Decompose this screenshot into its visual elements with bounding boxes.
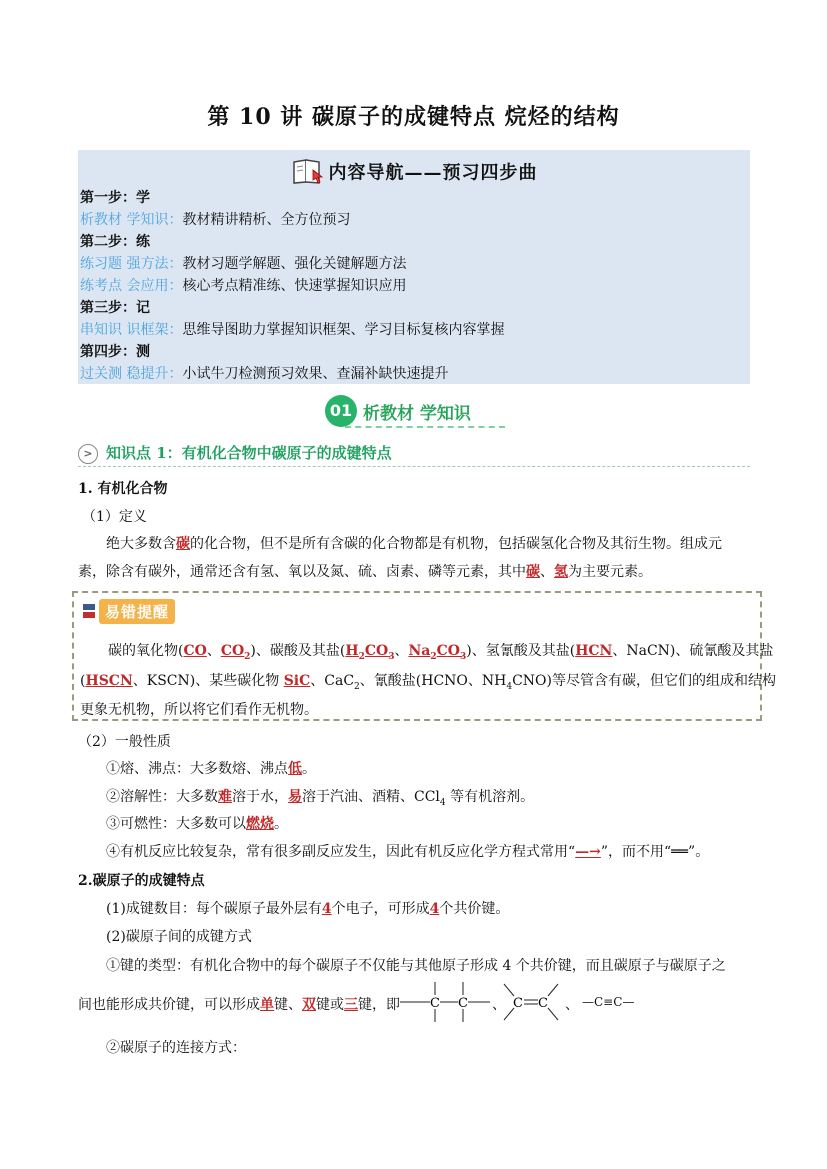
double-bond-structure bbox=[500, 978, 562, 1030]
connection-modes-label: ②碳原子的连接方式： bbox=[106, 1040, 246, 1056]
bond-types-line-2: 间也能形成共价键，可以形成单键、双键或三键，即 bbox=[78, 997, 400, 1013]
definition-line-2: 素，除含有碳外，通常还含有氢、氧以及氮、硫、卤素、磷等元素，其中碳、氢为主要元素。 bbox=[78, 564, 652, 580]
section-underline bbox=[345, 426, 505, 428]
nav-step-3: 第三步：记 bbox=[80, 300, 150, 316]
page-title: 第 10 讲 碳原子的成键特点 烷烃的结构 bbox=[207, 104, 620, 130]
section-title: 析教材 学知识 bbox=[363, 403, 471, 424]
tip-line-3: 更象无机物，所以将它们看作无机物。 bbox=[80, 702, 318, 718]
svg-text:C: C bbox=[458, 996, 468, 1011]
prop-solubility: ②溶解性：大多数难溶于水，易溶于汽油、酒精、CCl$_4$ 等有机溶剂。 bbox=[106, 789, 535, 808]
sep-1: 、 bbox=[492, 997, 506, 1013]
heading-organic-compounds: 1. 有机化合物 bbox=[78, 481, 168, 497]
tip-line-1: 碳的氧化物(CO、$CO_2$)、碳酸及其盐($H_2CO_3$、$Na_2CO_3$)、氢氰酸及其盐(HCN、NaCN)、硫氰酸及其盐 bbox=[108, 643, 774, 662]
sep-2: 、 bbox=[565, 997, 579, 1013]
prop-melting: ①熔、沸点：大多数熔、沸点低。 bbox=[106, 761, 316, 777]
nav-step-1: 第一步：学 bbox=[80, 190, 150, 206]
kp-divider bbox=[78, 466, 750, 467]
nav-step-2: 第二步：练 bbox=[80, 234, 150, 250]
nav-item-3: 练考点 会应用：核心考点精准练、快速掌握知识应用 bbox=[80, 278, 407, 294]
tip-line-2: (HSCN、KSCN)、某些碳化物 SiC、CaC$_2$、氰酸盐(HCNO、$NH_4CNO$)等尽管含有碳，但它们的组成和结构 bbox=[80, 673, 776, 692]
nav-item-4: 串知识 识框架：思维导图助力掌握知识框架、学习目标复核内容掌握 bbox=[80, 322, 505, 338]
section-number: 01 bbox=[325, 395, 357, 427]
general-props-label: （2）一般性质 bbox=[78, 734, 171, 750]
svg-text:C: C bbox=[513, 996, 523, 1011]
tip-badge: 易错提醒 bbox=[82, 599, 175, 624]
tip-box bbox=[72, 591, 776, 721]
definition-line-1: 绝大多数含碳的化合物，但不是所有含碳的化合物都是有机物，包括碳氢化合物及其衍生物。组成元 bbox=[106, 536, 722, 552]
nav-header bbox=[78, 156, 750, 191]
bond-modes-label: (2)碳原子间的成键方式 bbox=[106, 929, 252, 945]
nav-step-4: 第四步：测 bbox=[80, 344, 150, 360]
knowledge-point-heading: > 知识点 1：有机化合物中碳原子的成键特点 bbox=[78, 442, 392, 464]
bond-types-line-1: ①键的类型：有机化合物中的每个碳原子不仅能与其他原子形成 4 个共价键，而且碳原子与碳原子之 bbox=[106, 958, 726, 974]
definition-label: （1）定义 bbox=[82, 509, 147, 525]
book-icon bbox=[291, 156, 325, 191]
section-banner bbox=[325, 395, 471, 427]
heading-bonding: 2.碳原子的成键特点 bbox=[78, 873, 205, 889]
bond-count: (1)成键数目：每个碳原子最外层有4个电子，可形成4个共价键。 bbox=[106, 901, 510, 917]
triple-bond-structure: —C≡C— bbox=[582, 995, 635, 1009]
prop-flammability: ③可燃性：大多数可以燃烧。 bbox=[106, 816, 288, 832]
chevron-right-icon: > bbox=[78, 444, 98, 464]
nav-item-2: 练习题 强方法：教材习题学解题、强化关键解题方法 bbox=[80, 256, 407, 272]
prop-reactions: ④有机反应比较复杂，常有很多副反应发生，因此有机反应化学方程式常用“—→”，而不用“══”。 bbox=[106, 844, 710, 860]
svg-text:C: C bbox=[538, 996, 548, 1011]
nav-item-5: 过关测 稳提升：小试牛刀检测预习效果、查漏补缺快速提升 bbox=[80, 366, 449, 382]
nav-item-1: 析教材 学知识：教材精讲精析、全方位预习 bbox=[80, 212, 351, 228]
single-bond-structure bbox=[400, 978, 492, 1030]
warning-icon bbox=[82, 603, 96, 623]
content-navigation-box bbox=[78, 150, 750, 384]
nav-header-text: 内容导航——预习四步曲 bbox=[328, 162, 538, 184]
svg-text:C: C bbox=[430, 996, 440, 1011]
